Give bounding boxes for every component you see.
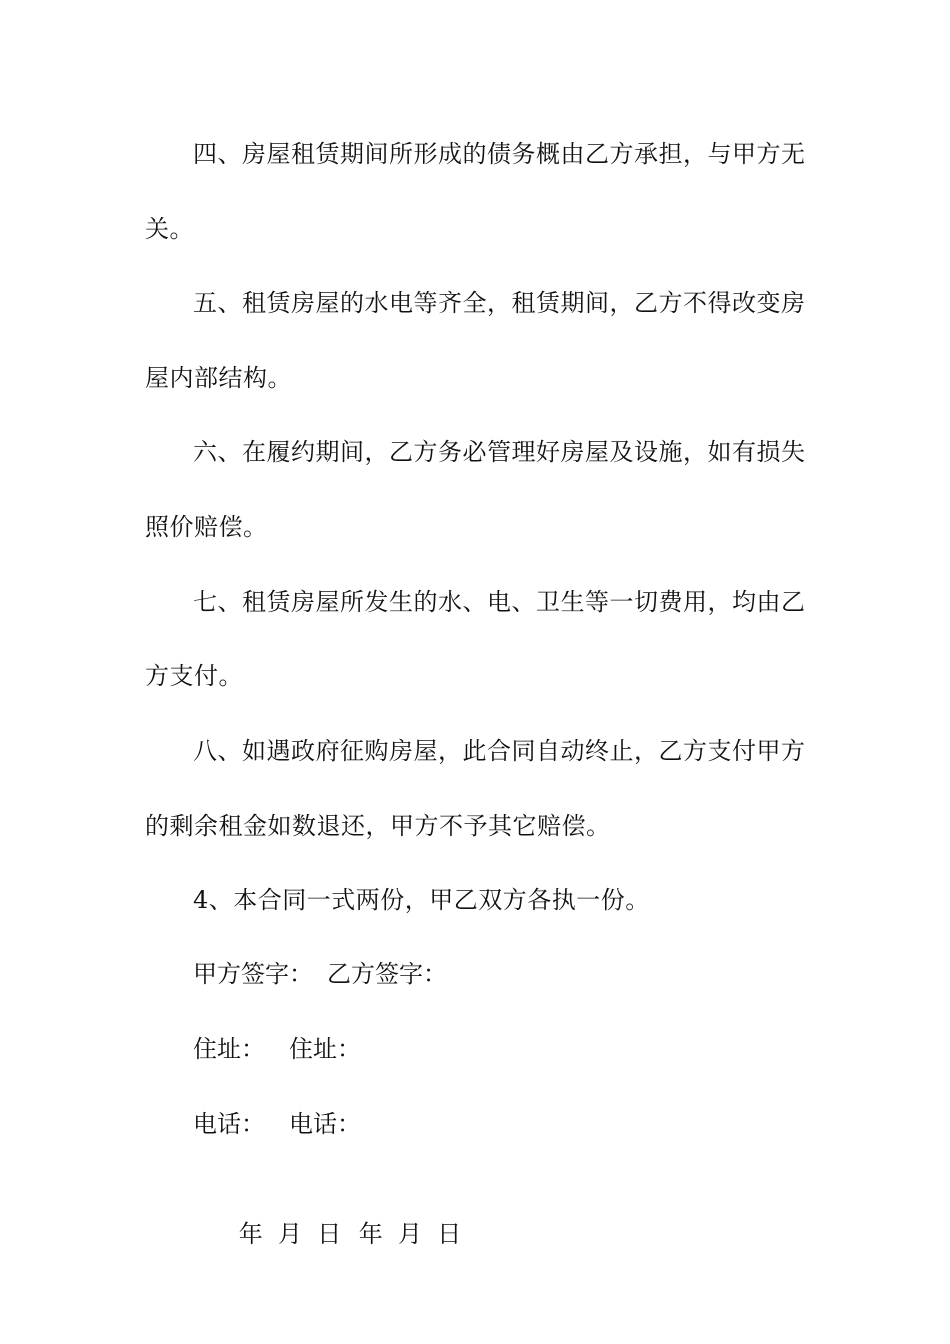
party-b-address-label: 住址： (289, 1035, 361, 1063)
clause-6-line-2: 照价赔偿。 (145, 513, 268, 541)
party-b-signature-label: 乙方签字： (327, 960, 447, 988)
copies-clause: 4、本合同一式两份，甲乙双方各执一份。 (193, 886, 650, 914)
party-b-date-label: 年 月 日 (358, 1220, 462, 1248)
clause-4-line-2: 关。 (145, 215, 194, 243)
party-a-phone-label: 电话： (193, 1110, 265, 1138)
signature-row (193, 956, 447, 992)
clause-5-line-2: 屋内部结构。 (145, 364, 292, 392)
phone-row (193, 1106, 361, 1142)
date-row (193, 1180, 462, 1248)
party-a-date-label: 年 月 日 (238, 1220, 342, 1248)
clause-4-line-1: 四、房屋租赁期间所形成的债务概由乙方承担，与甲方无 (193, 140, 806, 168)
party-a-address-label: 住址： (193, 1035, 265, 1063)
party-a-signature-label: 甲方签字： (193, 960, 313, 988)
clause-8-line-1: 八、如遇政府征购房屋，此合同自动终止，乙方支付甲方 (193, 737, 806, 765)
party-b-phone-label: 电话： (289, 1110, 361, 1138)
clause-6-line-1: 六、在履约期间，乙方务必管理好房屋及设施，如有损失 (193, 438, 806, 466)
clause-5-line-1: 五、租赁房屋的水电等齐全，租赁期间，乙方不得改变房 (193, 289, 806, 317)
clause-7-line-1: 七、租赁房屋所发生的水、电、卫生等一切费用，均由乙 (193, 588, 806, 616)
address-row (193, 1031, 361, 1067)
clause-8-line-2: 的剩余租金如数退还，甲方不予其它赔偿。 (145, 812, 611, 840)
clause-7-line-2: 方支付。 (145, 662, 243, 690)
